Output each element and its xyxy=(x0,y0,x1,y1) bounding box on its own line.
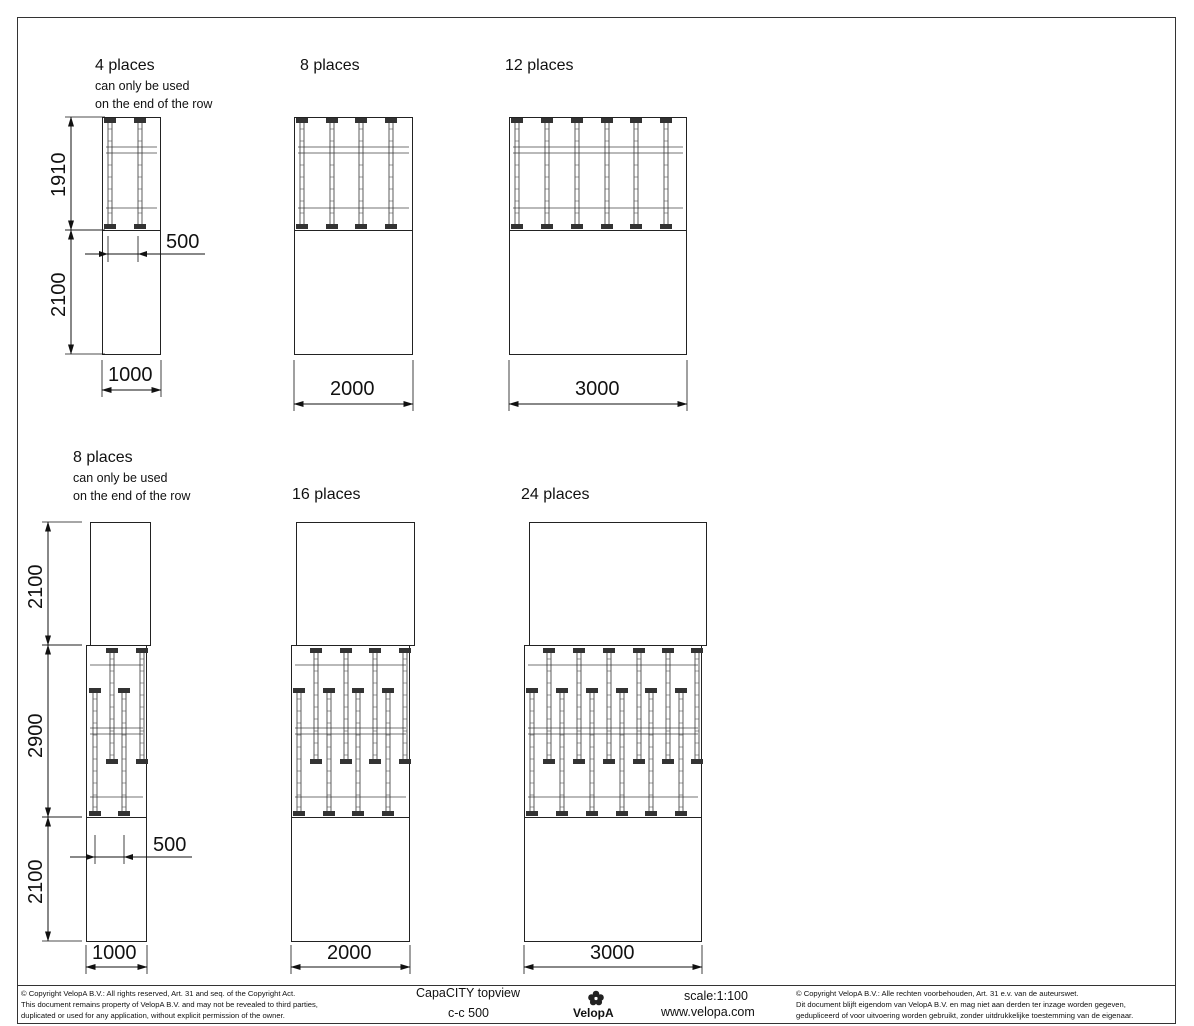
drawing-4-upper-zone-dim: 2100 xyxy=(25,564,47,609)
rack-outline-8-places xyxy=(295,118,413,231)
upper-zone-8-places xyxy=(91,523,151,646)
drawing-6-width-dim: 3000 xyxy=(590,942,635,964)
rack-outline-12-places xyxy=(510,118,687,231)
rack-8-places-double xyxy=(89,648,148,816)
drawing-4-depth-dim: 2900 xyxy=(25,713,47,758)
sheet-border xyxy=(18,18,1176,1024)
spacing-label: c-c 500 xyxy=(448,1006,489,1020)
lower-zone-16-places xyxy=(292,818,410,942)
lower-zone-24-places xyxy=(525,818,702,942)
rack-outline-16-places xyxy=(292,646,410,818)
dim-line-1910 xyxy=(65,117,105,230)
dim-line-2100-upper xyxy=(42,522,82,645)
drawing-4-note-line-1: can only be used xyxy=(73,471,168,485)
rack-16-places xyxy=(293,648,411,816)
drawing-1-title: 4 places xyxy=(95,57,155,74)
drawing-4-width-dim: 1000 xyxy=(92,942,137,964)
upper-zone-24-places xyxy=(530,523,707,646)
drawing-4-title: 8 places xyxy=(73,449,133,466)
drawing-1-pitch-dim: 500 xyxy=(166,231,200,253)
parking-zone-4-places xyxy=(103,231,161,355)
dim-line-2100-lower xyxy=(42,817,82,941)
copyright-en-line-3: duplicated or used for any application, without explicit permission of the owner. xyxy=(21,1011,285,1020)
drawing-2-width-dim: 2000 xyxy=(330,378,375,400)
velopa-logo xyxy=(588,991,604,1006)
copyright-en-line-1: © Copyright VelopA B.V.: All rights reserved, Art. 31 and seq. of the Copyright Act. xyxy=(21,989,296,998)
rack-outline-4-places xyxy=(103,118,161,231)
drawing-5-width-dim: 2000 xyxy=(327,942,372,964)
drawing-3-title: 12 places xyxy=(505,57,574,74)
scale-label: scale:1:100 xyxy=(684,989,748,1003)
drawing-2-title: 8 places xyxy=(300,57,360,74)
dimension-lines xyxy=(42,117,702,974)
rack-4-places xyxy=(104,118,157,229)
copyright-nl-line-1: © Copyright VelopA B.V.: Alle rechten voorbehouden, Art. 31 e.v. van de auteurswet. xyxy=(796,989,1079,998)
rack-24-places xyxy=(526,648,703,816)
drawing-6-title: 24 places xyxy=(521,486,590,503)
rack-12-places xyxy=(511,118,683,229)
drawing-4-pitch-dim: 500 xyxy=(153,834,187,856)
drawing-4-note-line-2: on the end of the row xyxy=(73,489,191,503)
rack-8-places xyxy=(296,118,409,229)
drawing-title: CapaCITY topview xyxy=(416,986,520,1000)
dim-line-2900 xyxy=(42,645,82,817)
copyright-nl-line-3: gedupliceerd of voor uitvoering worden gebruikt, zonder uitdrukkelijke toestemming van de eigenaar. xyxy=(796,1011,1134,1020)
lower-zone-8-places xyxy=(87,818,147,942)
copyright-nl-line-2: Dit document blijft eigendom van VelopA B.V. en mag niet aan derden ter inzage worden gegeven, xyxy=(796,1000,1126,1009)
website-link[interactable]: www.velopa.com xyxy=(661,1005,755,1019)
drawing-1-note-line-2: on the end of the row xyxy=(95,97,213,111)
parking-zone-12-places xyxy=(510,231,687,355)
copyright-en-line-2: This document remains property of VelopA B.V. and may not be revealed to third parties, xyxy=(21,1000,318,1009)
drawing-1-depth-dim: 1910 xyxy=(48,152,70,197)
logo-wordmark: VelopA xyxy=(573,1006,614,1020)
parking-zone-8-places xyxy=(295,231,413,355)
drawing-4-lower-zone-dim: 2100 xyxy=(25,859,47,904)
drawing-5-title: 16 places xyxy=(292,486,361,503)
drawing-3-width-dim: 3000 xyxy=(575,378,620,400)
drawing-1-width-dim: 1000 xyxy=(108,364,153,386)
drawing-1-note-line-1: can only be used xyxy=(95,79,190,93)
drawing-1-zone-dim: 2100 xyxy=(48,272,70,317)
rack-outline-8-places-double xyxy=(87,646,147,818)
upper-zone-16-places xyxy=(297,523,415,646)
dim-line-2100-row1 xyxy=(65,230,105,354)
